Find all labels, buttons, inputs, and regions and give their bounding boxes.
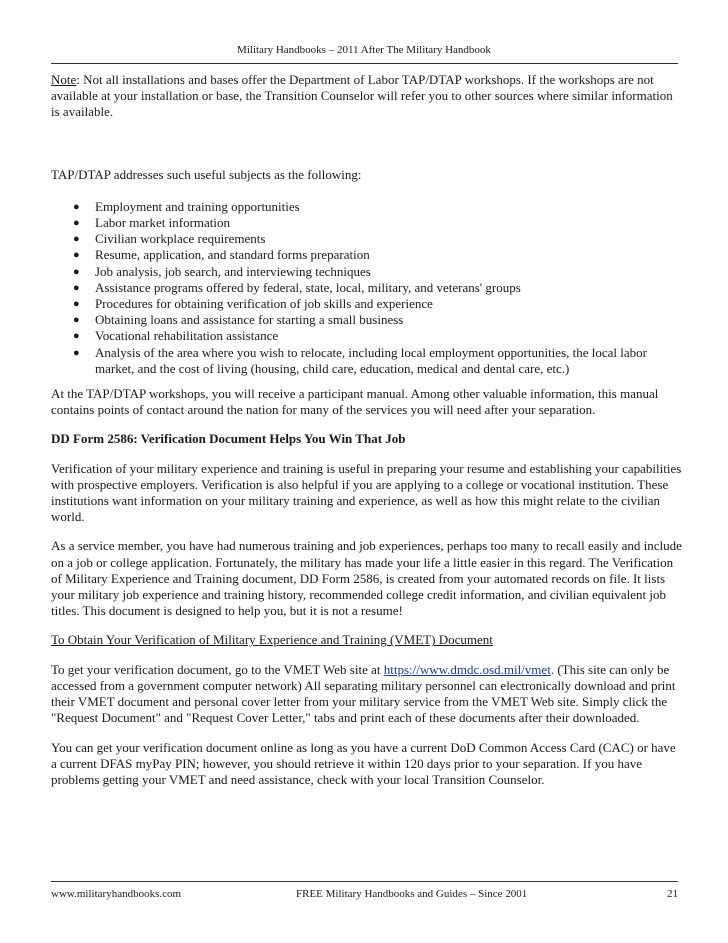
subjects-list <box>51 199 683 377</box>
list-item: ● Assistance programs offered by federal, state, local, military, and veterans' groups <box>73 279 521 295</box>
bullet-icon: ● <box>73 265 80 278</box>
bullet-icon: ● <box>73 346 80 359</box>
bullet-icon: ● <box>73 298 80 311</box>
list-item: ● Labor market information <box>73 215 231 231</box>
cac-paragraph: You can get your verification document online as long as you have a current DoD Common Access Card (CAC) or have a current DFAS myPay PIN; however, you should retrieve it within 120 days prior to your separation. If you have problems getting your VMET and need assistance, check with your local Transition Counselor. <box>51 739 676 787</box>
intro-line: TAP/DTAP addresses such useful subjects as the following: <box>51 166 362 182</box>
bullet-icon: ● <box>73 249 80 262</box>
list-item: ● Vocational rehabilitation assistance <box>73 328 279 344</box>
page-header: Military Handbooks – 2011 After The Military Handbook <box>237 44 491 56</box>
dd-form-heading: DD Form 2586: Verification Document Helps You Win That Job <box>51 431 406 447</box>
list-item: ● Analysis of the area where you wish to relocate, including local employment opportunities, the local labor market, and the cost of living (housing, child care, education, medical and dental care, etc.) <box>73 344 647 376</box>
vmet-paragraph: To get your verification document, go to the VMET Web site at https://www.dmdc.osd.mil/vmet. (This site can only be accessed from a government computer network) All separating military personnel can electronically download and print their VMET document and personal cover letter from your military service from the VMET Web site. Simply click the "Request Document" and "Request Cover Letter," tabs and print each of these documents after their downloaded. <box>51 661 676 726</box>
bullet-icon: ● <box>73 200 80 213</box>
list-item: ● Job analysis, job search, and interviewing techniques <box>73 263 371 279</box>
footer-tagline: FREE Military Handbooks and Guides – Since 2001 <box>296 888 528 900</box>
note-label: Note <box>51 72 77 87</box>
header-rule <box>51 63 678 64</box>
note-paragraph <box>51 72 683 121</box>
bullet-icon: ● <box>73 281 80 294</box>
service-member-paragraph: As a service member, you have had numerous training and job experiences, perhaps too many to recall easily and include on a job or college application. Fortunately, the military has made your life a little easier in this regard. The Verification of Military Experience and Training document, DD Form 2586, is created from your automated records on file. It lists your military job experience and training history, recommended college credit information, and civilian equivalent job titles. This document is designed to help you, but it is not a resume! <box>51 538 682 619</box>
page-body <box>51 72 683 788</box>
workshops-paragraph: At the TAP/DTAP workshops, you will receive a participant manual. Among other valuable information, this manual contains points of contact around the nation for many of the services you will need after your separation. <box>51 386 659 418</box>
footer-rule <box>51 881 678 882</box>
verification-paragraph: Verification of your military experience and training is useful in preparing your resume and establishing your capabilities with prospective employers. Verification is also helpful if you are applying to a college or vocational institution. These institutions want information on your military training and experience, as well as how this might relate to the civilian world. <box>51 460 682 525</box>
bullet-icon: ● <box>73 330 80 343</box>
vmet-link[interactable]: https://www.dmdc.osd.mil/vmet <box>383 661 551 677</box>
page-footer <box>51 888 678 902</box>
bullet-icon: ● <box>73 217 80 230</box>
list-item: ● Civilian workplace requirements <box>73 231 266 247</box>
list-item: ● Employment and training opportunities <box>73 198 300 214</box>
list-item: ● Resume, application, and standard forms preparation <box>73 247 370 263</box>
list-item: ● Procedures for obtaining verification of job skills and experience <box>73 296 433 312</box>
bullet-icon: ● <box>73 233 80 246</box>
bullet-icon: ● <box>73 314 80 327</box>
note-text: : Not all installations and bases offer the Department of Labor TAP/DTAP workshops. If the workshops are not available at your installation or base, the Transition Counselor will refer you to other sources where similar information is available. <box>51 72 673 120</box>
vmet-heading: To Obtain Your Verification of Military Experience and Training (VMET) Document <box>51 632 493 648</box>
list-item: ● Obtaining loans and assistance for starting a small business <box>73 312 404 328</box>
footer-site: www.militaryhandbooks.com <box>51 888 182 900</box>
page-number: 21 <box>667 888 678 900</box>
